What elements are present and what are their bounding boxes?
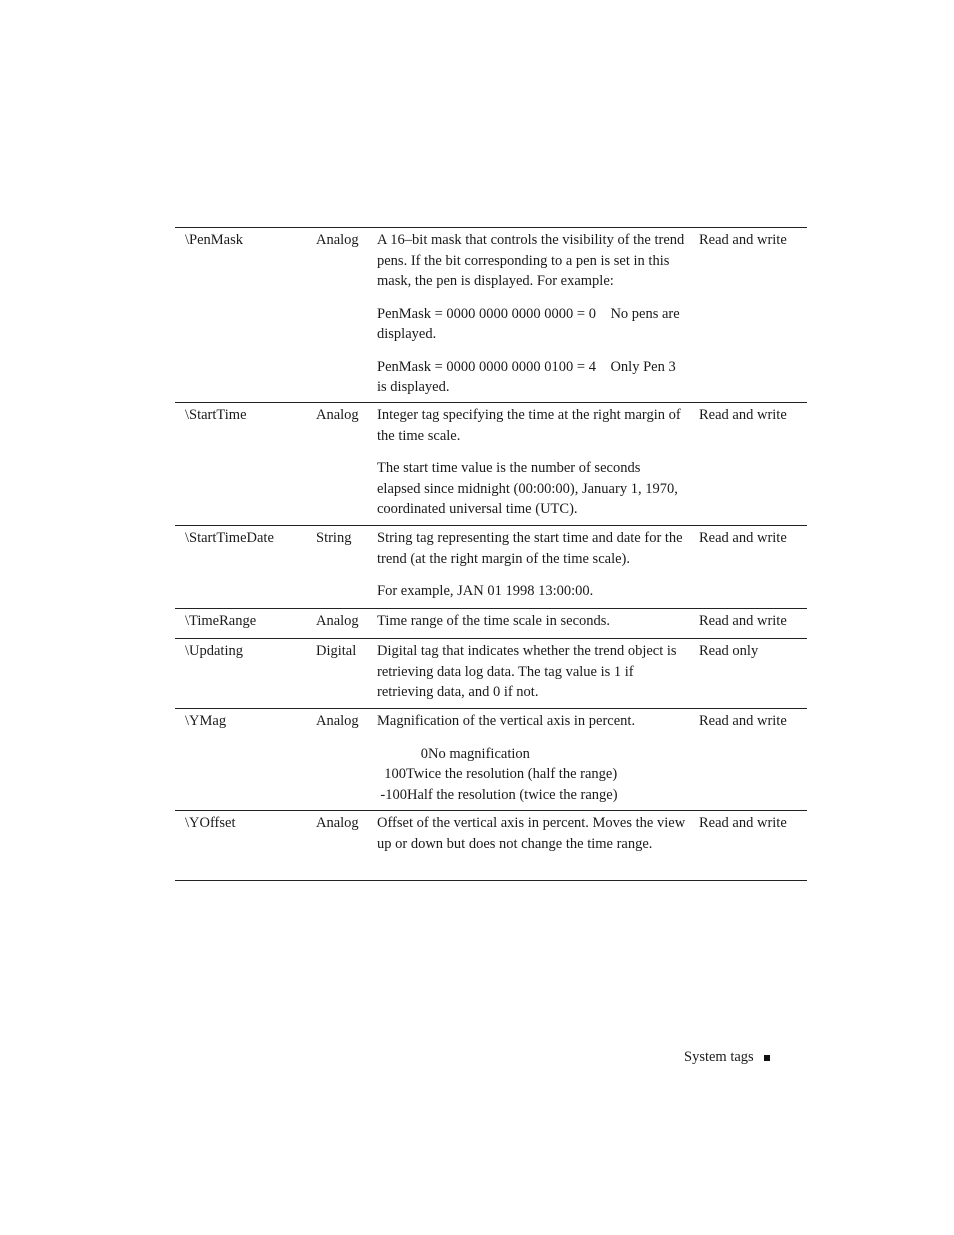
tag-name: \Updating (185, 643, 243, 659)
value-item (377, 744, 687, 765)
description-paragraph: String tag representing the start time and date for the trend (at the right margin of the time scale). (377, 530, 683, 567)
tag-access: Read and write (699, 232, 787, 248)
description-paragraph: PenMask = 0000 0000 0000 0100 = 4 Only Pen 3 is displayed. (377, 358, 680, 395)
table-row (175, 608, 807, 638)
tag-type: Analog (316, 713, 359, 729)
tag-access: Read and write (699, 530, 787, 546)
table-row (175, 708, 807, 810)
tag-name: \YOffset (185, 815, 236, 831)
value-meaning: Twice the resolution (half the range) (406, 766, 618, 782)
value-list (377, 744, 687, 806)
tag-type: Analog (316, 815, 359, 831)
tag-name: \StartTime (185, 407, 247, 423)
value-meaning: Half the resolution (twice the range) (407, 786, 618, 803)
tag-description (377, 641, 687, 703)
tag-type: Analog (316, 407, 359, 423)
tag-type: String (316, 530, 352, 546)
value-number: -100 (380, 786, 407, 803)
description-paragraph: A 16–bit mask that controls the visibility of the trend pens. If the bit corresponding to a pen is set in this mask, the pen is displayed. For example: (377, 232, 685, 289)
page-footer-label: System tags (684, 1049, 754, 1065)
description-paragraph: Digital tag that indicates whether the trend object is retrieving data log data. The tag value is 1 if retrieving data, and 0 if not. (377, 643, 677, 700)
description-paragraph: Integer tag specifying the time at the right margin of the time scale. (377, 407, 681, 444)
square-bullet-icon (764, 1055, 770, 1061)
table-row (175, 810, 807, 880)
tag-name: \PenMask (185, 232, 243, 248)
tag-description (377, 611, 687, 632)
value-item (377, 764, 687, 785)
tag-name: \StartTimeDate (185, 530, 274, 546)
value-item (377, 785, 687, 806)
tag-type: Digital (316, 643, 357, 659)
tag-type: Analog (316, 613, 359, 629)
table-row (175, 638, 807, 708)
value-meaning: No magnification (428, 745, 530, 762)
description-paragraph: Magnification of the vertical axis in percent. (377, 713, 636, 729)
tag-type: Analog (316, 232, 359, 248)
description-paragraph: For example, JAN 01 1998 13:00:00. (377, 583, 594, 599)
tag-description (377, 405, 687, 520)
table-row (175, 525, 807, 608)
table-row (175, 228, 807, 402)
system-tags-table (175, 227, 807, 881)
tag-name: \TimeRange (185, 613, 257, 629)
tag-access: Read and write (699, 713, 787, 729)
description-paragraph: Time range of the time scale in seconds. (377, 613, 611, 629)
description-paragraph: Offset of the vertical axis in percent. Moves the view up or down but does not change the time range. (377, 815, 686, 852)
tag-description (377, 528, 687, 602)
description-paragraph: The start time value is the number of seconds elapsed since midnight (00:00:00), January 1, 1970, coordinated universal time (UTC). (377, 460, 678, 517)
table-row (175, 402, 807, 525)
tag-access: Read and write (699, 613, 787, 629)
tag-access: Read only (699, 643, 759, 659)
description-paragraph: PenMask = 0000 0000 0000 0000 = 0 No pens are displayed. (377, 305, 684, 342)
tag-access: Read and write (699, 407, 787, 423)
value-number: 0 (420, 745, 428, 762)
tag-description (377, 813, 687, 854)
tag-name: \YMag (185, 713, 227, 729)
tag-description (377, 230, 687, 398)
tag-access: Read and write (699, 815, 787, 831)
value-number: 100 (384, 766, 406, 782)
tag-description (377, 711, 687, 805)
